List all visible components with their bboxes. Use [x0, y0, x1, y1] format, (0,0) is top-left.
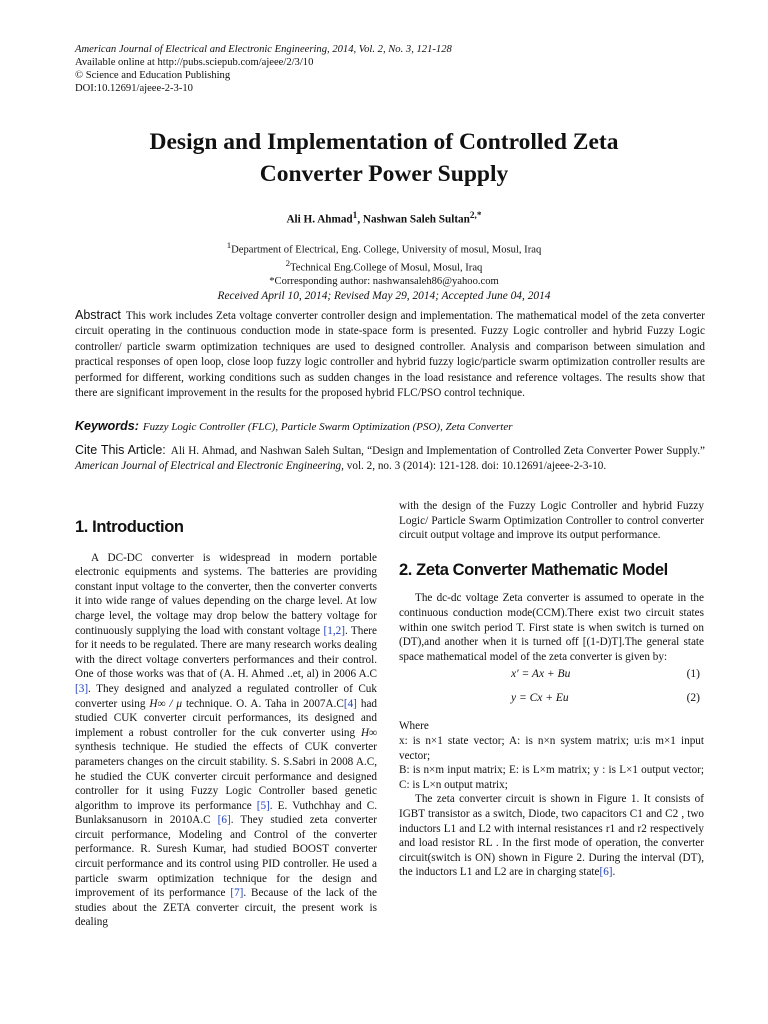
- abstract: [75, 308, 705, 401]
- ref-5[interactable]: [5]: [256, 799, 270, 812]
- section-2-paragraph-2: [399, 792, 704, 880]
- affiliations: [60, 239, 708, 288]
- keywords-label: Keywords:: [75, 419, 139, 433]
- journal-line: American Journal of Electrical and Electronic Engineering, 2014, Vol. 2, No. 3, 121-128: [75, 44, 452, 55]
- equation-2-expr: y = Cx + Eu: [511, 692, 569, 705]
- abstract-label: Abstract: [75, 308, 121, 322]
- section-2-paragraph-2-end: .: [612, 866, 616, 879]
- ref-1-2[interactable]: [1,2]: [323, 624, 345, 637]
- doi-line[interactable]: DOI:10.12691/ajeee-2-3-10: [75, 83, 193, 94]
- title-line-1: Design and Implementation of Controlled Zeta: [149, 129, 619, 155]
- title-line-2: Converter Power Supply: [259, 161, 509, 187]
- affiliation-1-text: Department of Electrical, Eng. College, University of mosul, Mosul, Iraq: [231, 244, 542, 256]
- intro-text-5: had studied CUK converter circuit performances, its designed and implement a robust controller for the cuk converter using: [75, 697, 377, 739]
- author-separator: ,: [357, 213, 363, 226]
- corresponding-author: *Corresponding author: nashwansaleh86@yahoo.com: [269, 275, 499, 287]
- cite-this-article: [75, 443, 705, 475]
- intro-heading: 1. Introduction: [75, 518, 184, 536]
- paper-title: [60, 126, 708, 190]
- keywords: [75, 419, 705, 433]
- cite-journal: American Journal of Electrical and Electronic Engineering: [75, 460, 342, 473]
- section-2-paragraph-2-text: The zeta converter circuit is shown in Figure 1. It consists of IGBT transistor as a switch, Diode, two capacitors C1 and C2 , two inductors L1 and L2 with internal resistances r1 and r2 respectively and load resistor RL . In the first mode of operation, the converter circuit(switch is ON) shown in Figure 2. During the interval (DT), the inductors L1 and L2 are in charging state: [399, 793, 704, 879]
- author-1-sup: 1: [352, 211, 358, 221]
- ref-6[interactable]: [6]: [217, 814, 231, 827]
- equation-2: [399, 691, 704, 711]
- keywords-text: Fuzzy Logic Controller (FLC), Particle Swarm Optimization (PSO), Zeta Converter: [142, 421, 513, 433]
- received-dates: Received April 10, 2014; Revised May 29, 2014; Accepted June 04, 2014: [217, 290, 551, 302]
- affiliation-2: [60, 257, 708, 275]
- masthead: [75, 43, 695, 95]
- affiliation-1: [60, 239, 708, 257]
- right-column: [399, 499, 704, 880]
- section-2-heading: 2. Zeta Converter Mathematic Model: [399, 560, 668, 579]
- author-1: Ali H. Ahmad: [286, 213, 353, 226]
- h-inf-symbol: H∞: [360, 726, 377, 739]
- intro-text-2: . There for it needs to be regulated. There are many research works dealing with the direct voltage converters performances and their control. One of those works was that of (A. H. Ahmed ..et, al) in 2006 A.C: [75, 624, 377, 681]
- equation-1: [399, 667, 704, 687]
- h-inf-mu-symbol: H∞ / μ: [149, 697, 183, 710]
- intro-text-8: . They studied zeta converter circuit performance, Modeling and Control of the converter performance. R. Suresh Kumar, had studied BOOST converter circuit performance and its control using PID controller. He used a particle swarm optimization technique for the design and improvement of its performance: [75, 814, 377, 900]
- affiliation-2-text: Technical Eng.College of Mosul, Mosul, Iraq: [290, 262, 483, 274]
- affiliation-1-sup: 1: [226, 240, 232, 250]
- available-online-line[interactable]: Available online at http://pubs.sciepub.com/ajeee/2/3/10: [75, 57, 314, 68]
- equation-1-number: (1): [686, 668, 700, 681]
- author-2: Nashwan Saleh Sultan: [362, 213, 470, 226]
- intro-continuation: with the design of the Fuzzy Logic Controller and hybrid Fuzzy Logic/ Particle Swarm Optimization Controller to control converter circuit output voltage and improve its output performance.: [399, 500, 704, 542]
- intro-text-7: . E. Vuthchhay and C. Bunlaksanusorn in 2010A.C: [75, 799, 377, 827]
- where-definitions-2: B: is n×m input matrix; E: is L×m matrix; y : is L×1 output vector; C: is L×n output matrix;: [399, 764, 704, 791]
- ref-6-second[interactable]: [6]: [599, 866, 613, 879]
- cite-label: Cite This Article:: [75, 443, 166, 457]
- intro-text-4: technique. O. A. Taha in 2007A.C: [182, 697, 344, 710]
- where-definitions-1: x: is n×1 state vector; A: is n×n system matrix; u:is m×1 input vector;: [399, 734, 704, 762]
- intro-text-6: synthesis technique. He studied the effects of CUK converter parameters changes on the circuit stability. S. S.Sabri in 2008 A.C, he studied the CUK converter circuit performance and designed controller for it using Fuzzy Logic Controller based genetic algorithm to improve its performance: [75, 741, 377, 812]
- author-2-sup: 2,*: [469, 211, 482, 221]
- equation-1-expr: x′ = Ax + Bu: [511, 668, 571, 681]
- intro-text-1: A DC-DC converter is widespread in modern portable electronic equipments and systems. The batteries are providing constant input voltage to the converter, then the converter converts it into wide range of values depending on the charge level. At low charge level, the voltage may drop below the battery voltage for continuously supplying the load with constant voltage: [75, 551, 377, 637]
- author-list: [60, 211, 708, 226]
- left-column: [75, 520, 377, 930]
- intro-text-9: . Because of the lack of the studies about the ZETA converter circuit, the present work is dealing: [75, 887, 377, 929]
- ref-7[interactable]: [7]: [230, 887, 244, 900]
- ref-4[interactable]: [4]: [343, 697, 357, 710]
- equation-2-number: (2): [686, 692, 700, 705]
- abstract-text: This work includes Zeta voltage converter controller design and implementation. The mathematical model of the zeta converter circuit operating in the continuous conduction mode in state-space form is presented. Fuzzy Logic controller and hybrid Fuzzy Logic controller/ particle swarm optimization techniques are used to designed controller. Analysis and comparison between simulation and practical responses of open loop, close loop fuzzy logic controller and hybrid fuzzy logic/particle swarm optimization controller results are performed for different, working conditions such as sudden changes in the load resistance and reference voltages. The results show that there are significant improvement in the results for the proposed hybrid FLC/PSO control technique.: [75, 310, 705, 400]
- intro-paragraph: [75, 551, 377, 930]
- where-label: Where: [399, 720, 429, 733]
- cite-text-1: Ali H. Ahmad, and Nashwan Saleh Sultan, “Design and Implementation of Controlled Zeta Converter Power Supply.”: [170, 445, 705, 457]
- intro-text-3: . They designed and analyzed a regulated controller of Cuk converter using: [75, 682, 377, 710]
- ref-3[interactable]: [3]: [75, 682, 89, 695]
- section-2-paragraph-1: The dc-dc voltage Zeta converter is assumed to operate in the continuous conduction mode(CCM).There exist two circuit states within one switch period T. First state is when switch is turned on (DT),and another when it is turned off [(1-D)T].The general state space mathematical model of the zeta converter is given by:: [399, 592, 704, 663]
- publisher-line: © Science and Education Publishing: [75, 70, 231, 81]
- affiliation-2-sup: 2: [285, 257, 291, 268]
- cite-text-2: , vol. 2, no. 3 (2014): 121-128. doi: 10.12691/ajeee-2-3-10.: [341, 460, 607, 473]
